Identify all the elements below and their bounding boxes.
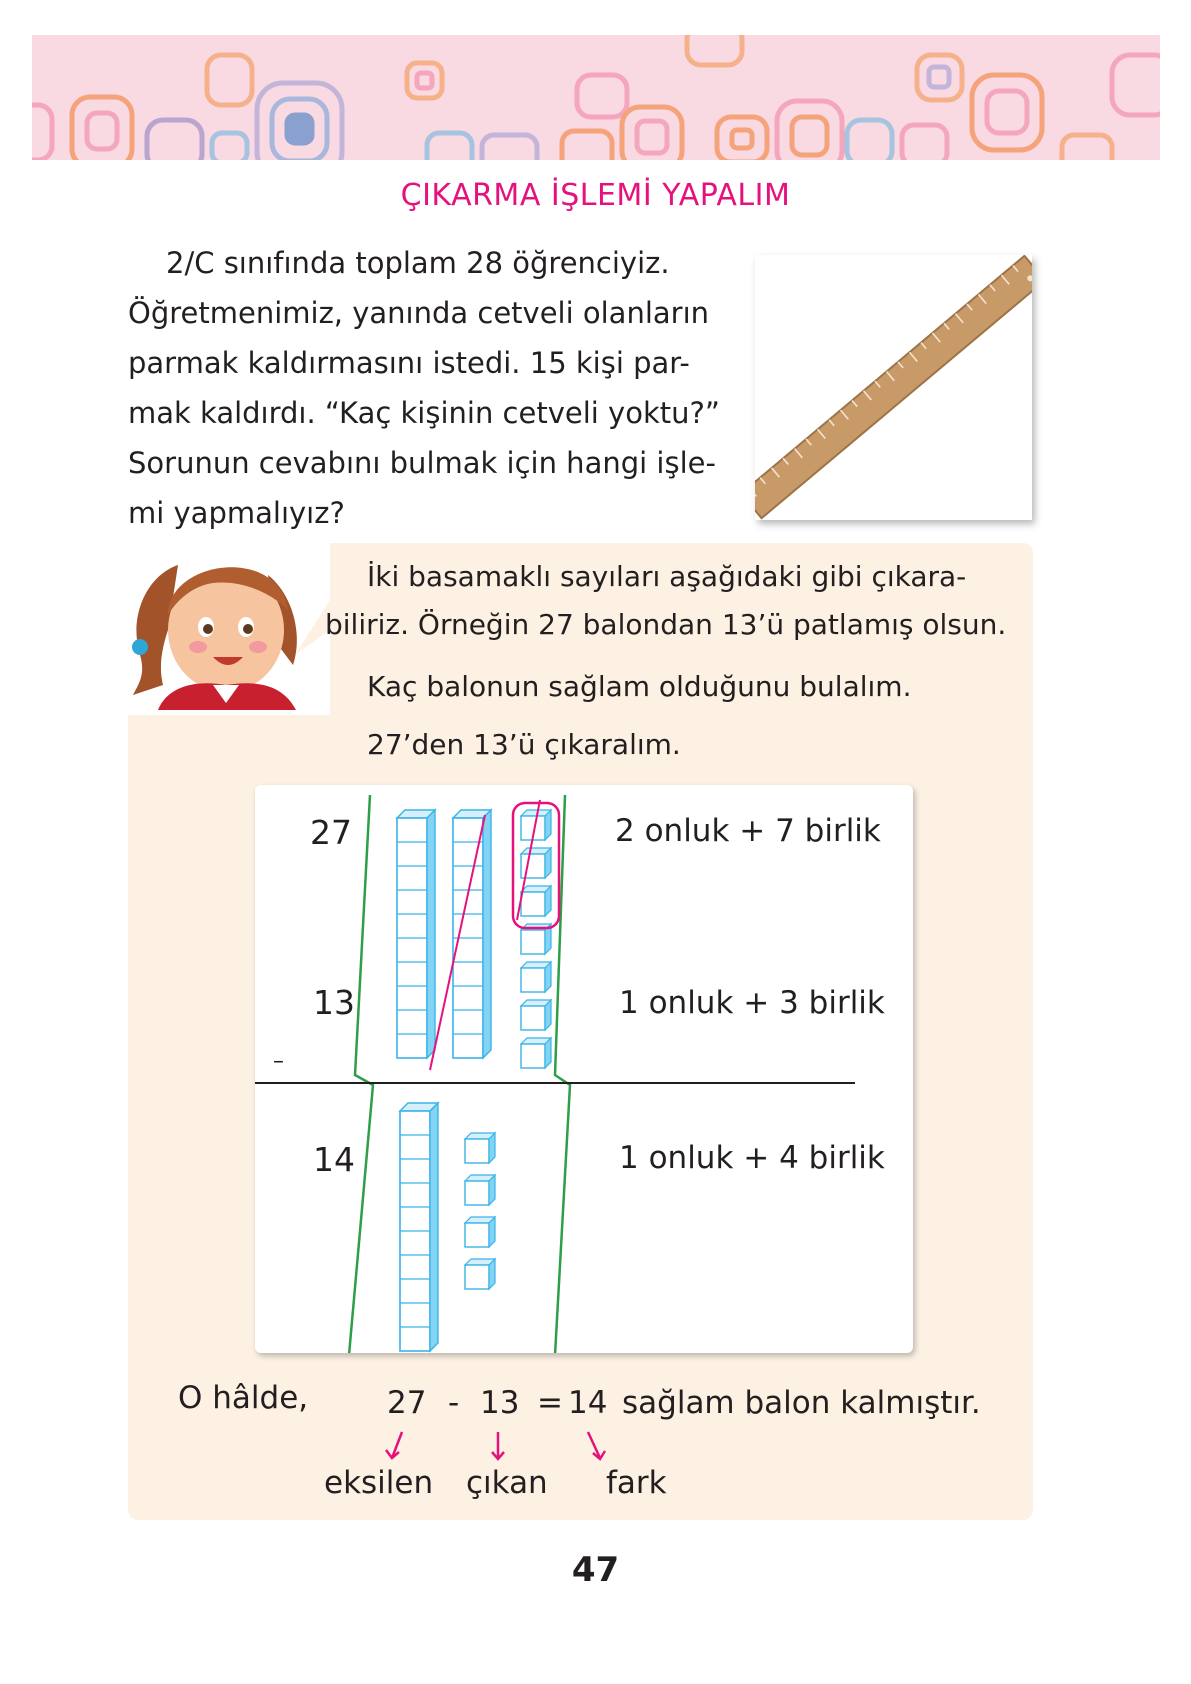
unit-cube: [521, 1000, 551, 1030]
equation-equals: =: [537, 1385, 563, 1421]
term-arrows: [380, 1428, 620, 1468]
decorative-banner: [32, 35, 1160, 160]
minus-sign: –: [273, 1049, 284, 1074]
intro-paragraph: [128, 238, 726, 538]
ruler-picture-card: [755, 255, 1032, 520]
equation-minuend: 27: [387, 1385, 427, 1421]
right-zigzag-line: [555, 795, 570, 1353]
equation-subtrahend: 13: [480, 1385, 520, 1421]
unit-cube: [465, 1175, 495, 1205]
intro-line: parmak kaldırmasını istedi. 15 kişi par-: [128, 346, 690, 380]
page-number: 47: [571, 1550, 620, 1590]
speech-line: 27’den 13’ü çıkaralım.: [367, 728, 681, 761]
ten-rod: [397, 810, 435, 1058]
subtrahend-number: 13: [313, 983, 355, 1022]
ruler-illustration: [755, 255, 1032, 520]
base-ten-blocks-diagram: [255, 785, 913, 1353]
speech-line: İki basamaklı sayıları aşağıdaki gibi çıkara-: [367, 560, 967, 593]
subtrahend-description: 1 onluk + 3 birlik: [619, 985, 885, 1021]
minuend-number: 27: [310, 813, 352, 852]
unit-cube: [465, 1259, 495, 1289]
conclusion-prefix: O hâlde,: [178, 1380, 309, 1416]
intro-line: 2/C sınıfında toplam 28 öğrenciyiz.: [166, 246, 670, 280]
unit-cube: [521, 962, 551, 992]
term-difference-label: fark: [606, 1465, 667, 1501]
ten-rod: [400, 1103, 438, 1351]
term-minuend-label: eksilen: [324, 1465, 434, 1501]
intro-line: Öğretmenimiz, yanında cetveli olanların: [128, 296, 710, 330]
minuend-description: 2 onluk + 7 birlik: [615, 813, 881, 849]
term-subtrahend-label: çıkan: [466, 1465, 548, 1501]
difference-number: 14: [313, 1140, 355, 1179]
equation-minus: -: [448, 1385, 460, 1421]
speech-line: biliriz. Örneğin 27 balondan 13’ü patlamış olsun.: [325, 608, 1007, 641]
page-title: ÇIKARMA İŞLEMİ YAPALIM: [400, 178, 791, 213]
intro-line: Sorunun cevabını bulmak için hangi işle-: [128, 446, 716, 480]
equation-result: 14: [568, 1385, 608, 1421]
intro-line: mak kaldırdı. “Kaç kişinin cetveli yoktu?”: [128, 396, 720, 430]
unit-cube: [465, 1133, 495, 1163]
unit-cube: [465, 1217, 495, 1247]
intro-line: mi yapmalıyız?: [128, 496, 345, 530]
left-zigzag-line: [349, 795, 373, 1353]
subtraction-card: [255, 785, 913, 1353]
equation-suffix: sağlam balon kalmıştır.: [622, 1385, 981, 1421]
unit-cube: [521, 886, 551, 916]
banner-squares-pattern: [32, 35, 1160, 160]
unit-cube: [521, 1038, 551, 1068]
difference-description: 1 onluk + 4 birlik: [619, 1140, 885, 1176]
speech-line: Kaç balonun sağlam olduğunu bulalım.: [367, 670, 912, 703]
